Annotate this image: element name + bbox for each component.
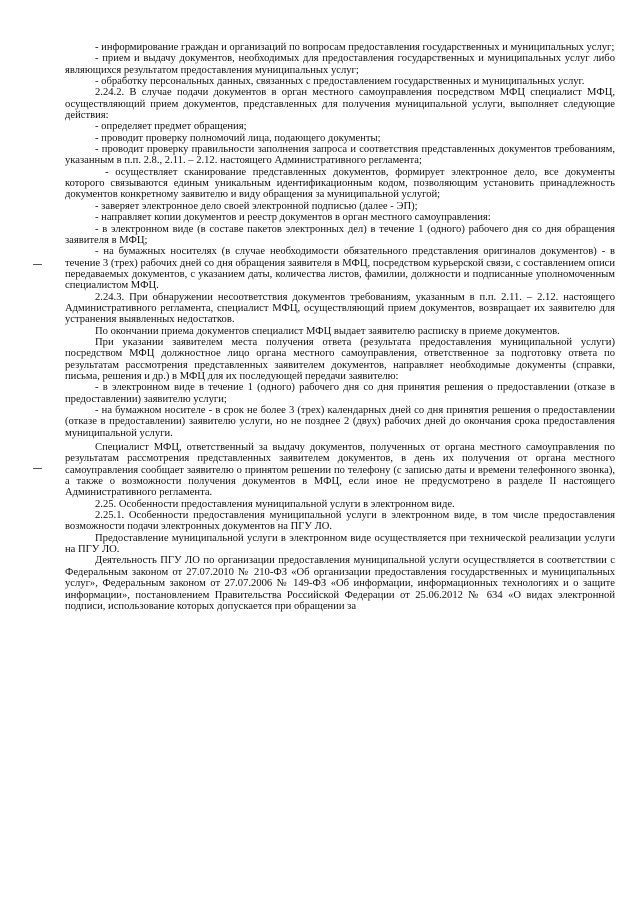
paragraph: При указании заявителем места получения ответа (результата предоставления муниципальной услуги) посредством МФЦ должностное лицо органа местного самоуправления, ответственное за подготовку ответа по результатам рассмотрения представленных заявителем документов, направляет необходимые документы (справки, письма, решения и др.) в МФЦ для их последующей передачи заявителю: (65, 336, 615, 382)
paragraph: 2.24.3. При обнаружении несоответствия документов требованиям, указанным в п.п. 2.11. – 2.12. настоящего Административного регламента, специалист МФЦ, осуществляющий прием документов, возвращает их заявителю для устранения выявленных недостатков. (65, 291, 615, 326)
paragraph: - на бумажном носителе - в срок не более 3 (трех) календарных дней со дня принятия решения о предоставлении (отказе в предоставлении) заявителю услуги, но не позднее 2 (двух) рабочих дней до окончания срока предоставления муниципальной услуги. (65, 405, 615, 439)
paragraph: 2.25. Особенности предоставления муниципальной услуги в электронном виде. (95, 498, 455, 510)
paragraph: - обработку персональных данных, связанных с предоставлением государственных и муниципальных услуг. (95, 76, 585, 88)
paragraph: Специалист МФЦ, ответственный за выдачу документов, полученных от органа местного самоуправления по результатам рассмотрения представленных заявителем документов, в день их получения от органа местного самоуправления сообщает заявителю о принятом решении по телефону (с записью даты и времени телефонного звонка), а также о возможности получения документов в МФЦ, если иное не предусмотрено в разделе II настоящего Административного регламента. (65, 442, 615, 499)
paragraph: Предоставление муниципальной услуги в электронном виде осуществляется при технической реализации услуги на ПГУ ЛО. (65, 532, 615, 556)
paragraph: - в электронном виде в течение 1 (одного) рабочего дня со дня принятия решения о предоставлении (отказе в предоставлении) заявителю услуги; (65, 382, 615, 405)
paragraph: - направляет копии документов и реестр документов в орган местного самоуправления: (95, 212, 491, 224)
paragraph: По окончании приема документов специалист МФЦ выдает заявителю расписку в приеме документов. (95, 325, 560, 337)
paragraph: - информирование граждан и организаций по вопросам предоставления государственных и муниципальных услуг; (95, 42, 615, 53)
paragraph: - в электронном виде (в составе пакетов электронных дел) в течение 1 (одного) рабочего дня со дня обращения заявителя в МФЦ; (65, 223, 615, 246)
paragraph: - проводит проверку полномочий лица, подающего документы; (95, 132, 381, 144)
paragraph: - на бумажных носителях (в случае необходимости обязательного представления оригиналов документов) - в течение 3 (трех) рабочих дней со дня обращения заявителя в МФЦ, посредством курьерской связи, с составлением описи передаваемых документов, с указанием даты, количества листов, фамилии, должности и подписанные уполномоченным специалистом МФЦ. (65, 246, 615, 292)
margin-mark (33, 264, 42, 265)
document-body (65, 42, 615, 612)
paragraph: - заверяет электронное дело своей электронной подписью (далее - ЭП); (95, 200, 418, 212)
paragraph: - проводит проверку правильности заполнения запроса и соответствия представленных документов требованиям, указанным в п.п. 2.8., 2.11. – 2.12. настоящего Административного регламента; (65, 144, 615, 167)
paragraph: - осуществляет сканирование представленных документов, формирует электронное дело, все документы которого связываются единым уникальным идентификационным кодом, позволяющим установить принадлежность документов конкретному заявителю и виду обращения за муниципальной услугой; (65, 166, 615, 201)
paragraph: Деятельность ПГУ ЛО по организации предоставления муниципальной услуги осуществляется в соответствии с Федеральным законом от 27.07.2010 № 210-ФЗ «Об организации предоставления государственных и муниципальных услуг», Федеральным законом от 27.07.2006 № 149-ФЗ «Об информации, информационных технологиях и о защите информации», постановлением Правительства Российской Федерации от 25.06.2012 № 634 «О видах электронной подписи, использование которых допускается при обращении за (65, 555, 615, 612)
margin-mark (33, 468, 42, 469)
paragraph: 2.25.1. Особенности предоставления муниципальной услуги в электронном виде, в том числе предоставления возможности подачи электронных документов на ПГУ ЛО. (65, 510, 615, 533)
paragraph: - прием и выдачу документов, необходимых для предоставления государственных и муниципальных услуг либо являющихся результатом предоставления муниципальных услуг; (65, 53, 615, 76)
paragraph: 2.24.2. В случае подачи документов в орган местного самоуправления посредством МФЦ специалист МФЦ, осуществляющий прием документов, представленных для получения муниципальной услуги, выполняет следующие действия: (65, 87, 615, 122)
paragraph: - определяет предмет обращения; (95, 121, 247, 133)
